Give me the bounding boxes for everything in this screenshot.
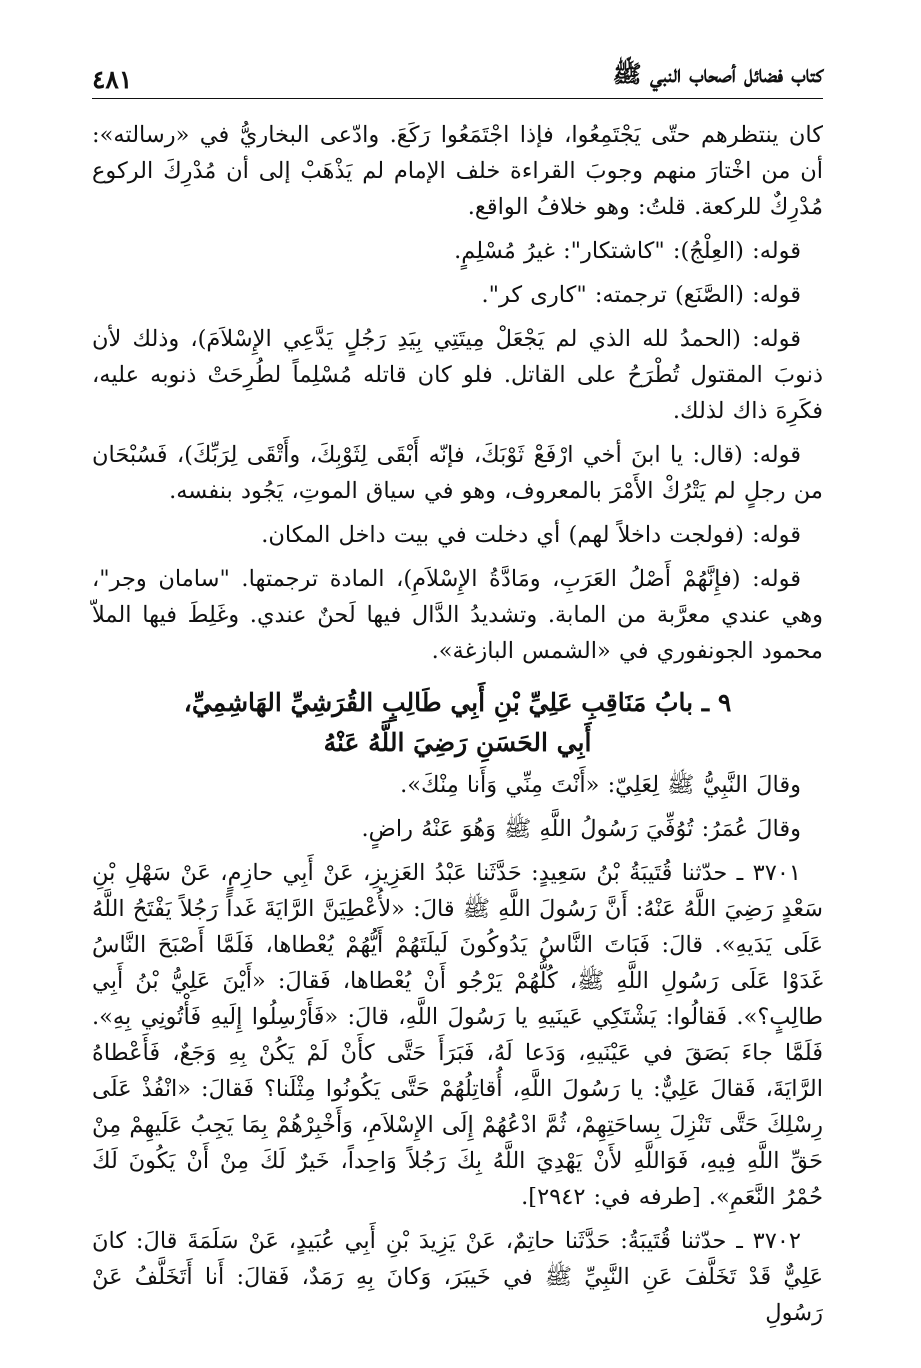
hadith-section [92, 767, 823, 1331]
commentary-section [92, 117, 823, 669]
commentary-paragraph: قوله: (الحمدُ لله الذي لم يَجْعَلْ مِيتَتِي بِيَدِ رَجُلٍ يَدَّعِي الإِسْلاَمَ)، وذلك لأن ذنوبَ المقتول تُطْرَحُ على القاتل. فلو كان قاتله مُسْلِماً لطُرِحَتْ ذنوبه عليه، فكَرِهَ ذاك لذلك. [92, 326, 823, 424]
hadith-paragraph: وقالَ النَّبِيُّ ﷺ لِعَلِيّ: «أَنْتَ مِنِّي وَأَنا مِنْكَ». [400, 772, 801, 798]
hadith-paragraph: ٣٧٠١ ـ حدّثنا قُتَيبَةُ بْنُ سَعِيدٍ: حَدَّثَنا عَبْدُ العَزِيزِ، عَنْ أَبِي حازِمٍ، عَنْ سَهْلِ بْنِ سَعْدٍ رَضِيَ اللَّهُ عَنْهُ: أَنَّ رَسُولَ اللَّهِ ﷺ قالَ: «لأُعْطِيَنَّ الرَّايَةَ غَداً رَجُلاً يَفْتَحُ اللَّهُ عَلَى يَدَيهِ». قالَ: فَبَاتَ النَّاسُ يَدُوكُونَ لَيلَتَهُمْ أَيُّهُمْ يُعْطاها، فَلَمَّا أَصْبَحَ النَّاسُ غَدَوْا عَلَى رَسُولِ اللَّهِ ﷺ، كُلُّهُمْ يَرْجُو أَنْ يُعْطاها، فَقالَ: «أَيْنَ عَلِيُّ بْنُ أَبِي طالِبٍ؟». فَقالُوا: يَشْتَكِي عَينَيهِ يا رَسُولَ اللَّهِ، قالَ: «فَأَرْسِلُوا إِلَيهِ فَأْتُونِي بِهِ». فَلَمَّا جاءَ بَصَقَ في عَيْنَيهِ، وَدَعا لَهُ، فَبَرَأَ حَتَّى كأَنْ لَمْ يَكُنْ بِهِ وَجَعٌ، فَأَعْطاهُ الرَّايَةَ، فَقالَ عَلِيٌّ: يا رَسُولَ اللَّهِ، أُقاتِلُهُمْ حَتَّى يَكُونُوا مِثْلَنا؟ فَقالَ: «انْفُذْ عَلَى رِسْلِكَ حَتَّى تَنْزِلَ بِساحَتِهِمْ، ثُمَّ ادْعُهُمْ إِلَى الإِسْلاَمِ، وَأَخْبِرْهُمْ بِمَا يَجِبُ عَلَيهِمْ مِنْ حَقِّ اللَّهِ فِيهِ، فَوَاللَّهِ لأَنْ يَهْدِيَ اللَّهُ بِكَ رَجُلاً وَاحِداً، خَيرٌ لَكَ مِنْ أَنْ يَكُونَ لَكَ حُمْرُ النَّعَمِ». [طرفه في: ٢٩٤٢]. [92, 860, 823, 1210]
hadith-paragraph: وقالَ عُمَرُ: تُوُفِّيَ رَسُولُ اللَّهِ ﷺ وَهُوَ عَنْهُ راضٍ. [361, 816, 801, 842]
commentary-paragraph: كان ينتظرهم حتّى يَجْتَمِعُوا، فإذا اجْتَمَعُوا رَكَعَ. وادّعى البخاريُّ في «رسالته»: أن من اخْتارَ منهم وجوبَ القراءة خلف الإمام لم يَذْهَبْ إلى أن مُدْرِكَ الركوع مُدْرِكٌ للركعة. قلتُ: وهو خلافُ الواقع. [92, 122, 823, 220]
chapter-heading-line: أَبِي الحَسَنِ رَضِيَ اللَّهُ عَنْهُ [323, 728, 592, 757]
hadith-paragraph: ٣٧٠٢ ـ حدّثنا قُتَيبَةُ: حَدَّثَنا حاتِمٌ، عَنْ يَزِيدَ بْنِ أَبِي عُبَيدٍ، عَنْ سَلَمَةَ قالَ: كانَ عَلِيٌّ قَدْ تَخَلَّفَ عَنِ النَّبِيِّ ﷺ في خَيبَرَ، وَكانَ بِهِ رَمَدٌ، فَقالَ: أَنا أَتَخَلَّفُ عَنْ رَسُولِ [92, 1228, 823, 1326]
chapter-heading [92, 683, 823, 763]
running-title: كتاب فضائل أصحاب النبي ﷺ [612, 59, 823, 88]
page-number: ٤٨١ [92, 65, 133, 94]
commentary-paragraph: قوله: (فإِنَّهُمْ أَصْلُ العَرَبِ، ومَادَّةُ الإِسْلاَمِ)، المادة ترجمتها. "سامان وجر"، وهي عندي معرَّبة من المابة. وتشديدُ الدَّال فيها لَحنٌ عندي. وغَلِطَ فيها الملاّ محمود الجونفوري في «الشمس البازغة». [92, 566, 823, 664]
chapter-heading-line: ٩ ـ بابُ مَنَاقِبِ عَلِيِّ بْنِ أَبِي طَالِبٍ القُرَشِيِّ الهَاشِمِيِّ، [183, 688, 732, 717]
commentary-paragraph: قوله: (قال: يا ابنَ أخي ارْفَعْ ثَوْبَكَ، فإنّه أَبْقَى لِثَوْبِكَ، وأَتْقَى لِرَبِّكَ)، فَسُبْحَان من رجلٍ لم يَتْرُكْ الأَمْرَ بالمعروف، وهو في سياق الموتِ، يَجُود بنفسه. [92, 442, 823, 504]
commentary-paragraph: قوله: (العِلْجُ): "كاشتكار": غيرُ مُسْلِمٍ. [454, 238, 801, 264]
commentary-paragraph: قوله: (الصَّنَع) ترجمته: "كارى كر". [481, 282, 801, 308]
page-header [92, 52, 823, 99]
commentary-paragraph: قوله: (فولجت داخلاً لهم) أي دخلت في بيت داخل المكان. [261, 522, 801, 548]
